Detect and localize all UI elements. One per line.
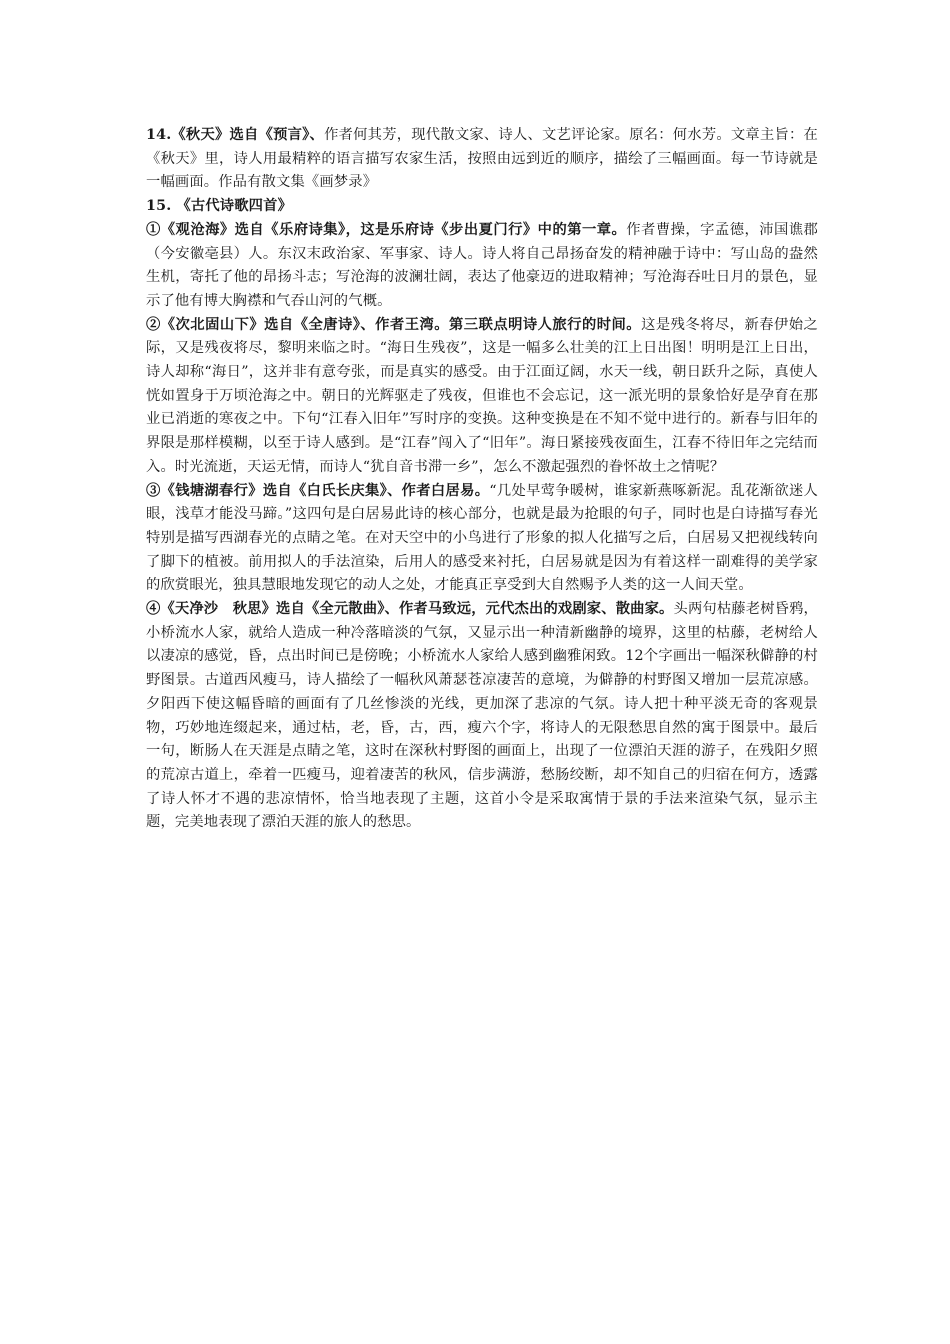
section-14-autumn <box>146 124 818 195</box>
document-body <box>146 124 818 835</box>
section-body: 作者曹操，字孟德，沛国谯郡（今安徽亳县）人。东汉末政治家、军事家、诗人。诗人将自己昂扬奋发的精神融于诗中：写山岛的盎然生机，寄托了他的昂扬斗志；写沧海的波澜壮阔，表达了他豪迈的进取精神；写沧海吞吐日月的景色，显示了他有博大胸襟和气吞山河的气概。 <box>146 221 818 309</box>
section-body: 作者何其芳，现代散文家、诗人、文艺评论家。原名：何水芳。文章主旨：在《秋天》里，诗人用最精粹的语言描写农家生活，按照由远到近的顺序，描绘了三幅画面。每一节诗就是一幅画面。作品有散文集《画梦录》 <box>146 127 818 191</box>
section-lead: 15. 《古代诗歌四首》 <box>146 198 293 215</box>
section-15-heading <box>146 195 818 219</box>
poem-guan-canghai <box>146 219 818 314</box>
section-lead: ①《观沧海》选自《乐府诗集》，这是乐府诗《步出夏门行》中的第一章。 <box>146 221 627 238</box>
section-lead: 14.《秋天》选自《预言》、 <box>146 127 325 143</box>
section-lead: ③《钱塘湖春行》选自《白氏长庆集》、作者白居易。 <box>146 482 490 499</box>
section-lead: ④《天净沙 秋思》选自《全元散曲》、作者马致远，元代杰出的戏剧家、散曲家。 <box>146 601 674 618</box>
section-body: “几处早莺争暖树，谁家新燕啄新泥。乱花渐欲迷人眼，浅草才能没马蹄。”这四句是白居易此诗的核心部分，也就是最为抢眼的句子，同时也是白诗描写春光特别是描写西湖春光的点睛之笔。在对天空中的小鸟进行了形象的拟人化描写之后，白居易又把视线转向了脚下的植被。前用拟人的手法渲染，后用人的感受来衬托，白居易就是因为有着这样一副难得的美学家的欣赏眼光，独具慧眼地发现它的动人之处，才能真正享受到大自然赐予人类的这一人间天堂。 <box>146 482 818 594</box>
section-body: 头两句枯藤老树昏鸦，小桥流水人家，就给人造成一种冷落暗淡的气氛，又显示出一种清新幽静的境界，这里的枯藤，老树给人以凄凉的感觉，昏，点出时间已是傍晚；小桥流水人家给人感到幽雅闲致。12个字画出一幅深秋僻静的村野图景。古道西风瘦马，诗人描绘了一幅秋风萧瑟苍凉凄苦的意境，为僻静的村野图又增加一层荒凉感。夕阳西下使这幅昏暗的画面有了几丝惨淡的光线，更加深了悲凉的气氛。诗人把十种平淡无奇的客观景物，巧妙地连缀起来，通过枯，老，昏，古，西，瘦六个字，将诗人的无限愁思自然的寓于图景中。最后一句，断肠人在天涯是点睛之笔，这时在深秋村野图的画面上，出现了一位漂泊天涯的游子，在残阳夕照的荒凉古道上，牵着一匹瘦马，迎着凄苦的秋风，信步满游，愁肠绞断，却不知自己的归宿在何方，透露了诗人怀才不遇的悲凉情怀，恰当地表现了主题，这首小令是采取寓情于景的手法来渲染气氛，显示主题，完美地表现了漂泊天涯的旅人的愁思。 <box>146 601 818 831</box>
poem-qiantang-hu-chunxing <box>146 480 818 599</box>
poem-ci-beigushan-xia <box>146 314 818 480</box>
section-body: 这是残冬将尽，新春伊始之际，又是残夜将尽，黎明来临之时。“海日生残夜”，这是一幅多么壮美的江上日出图！明明是江上日出，诗人却称“海日”，这并非有意夸张，而是真实的感受。由于江面辽阔，水天一线，朝日跃升之际，真使人恍如置身于万顷沧海之中。朝日的光辉驱走了残夜，但谁也不会忘记，这一派光明的景象恰好是孕育在那业已消逝的寒夜之中。下句“江春入旧年”写时序的变换。这种变换是在不知不觉中进行的。新春与旧年的界限是那样模糊，以至于诗人感到。是“江春”闯入了“旧年”。海日紧接残夜面生，江春不待旧年之完结而入。时光流逝，天运无情，而诗人“犹自音书滞一乡”，怎么不激起强烈的眷怀故土之情呢？ <box>146 316 818 475</box>
poem-tianjingsha-qiusi <box>146 598 818 835</box>
section-lead: ②《次北固山下》选自《全唐诗》、作者王湾。第三联点明诗人旅行的时间。 <box>146 316 642 333</box>
